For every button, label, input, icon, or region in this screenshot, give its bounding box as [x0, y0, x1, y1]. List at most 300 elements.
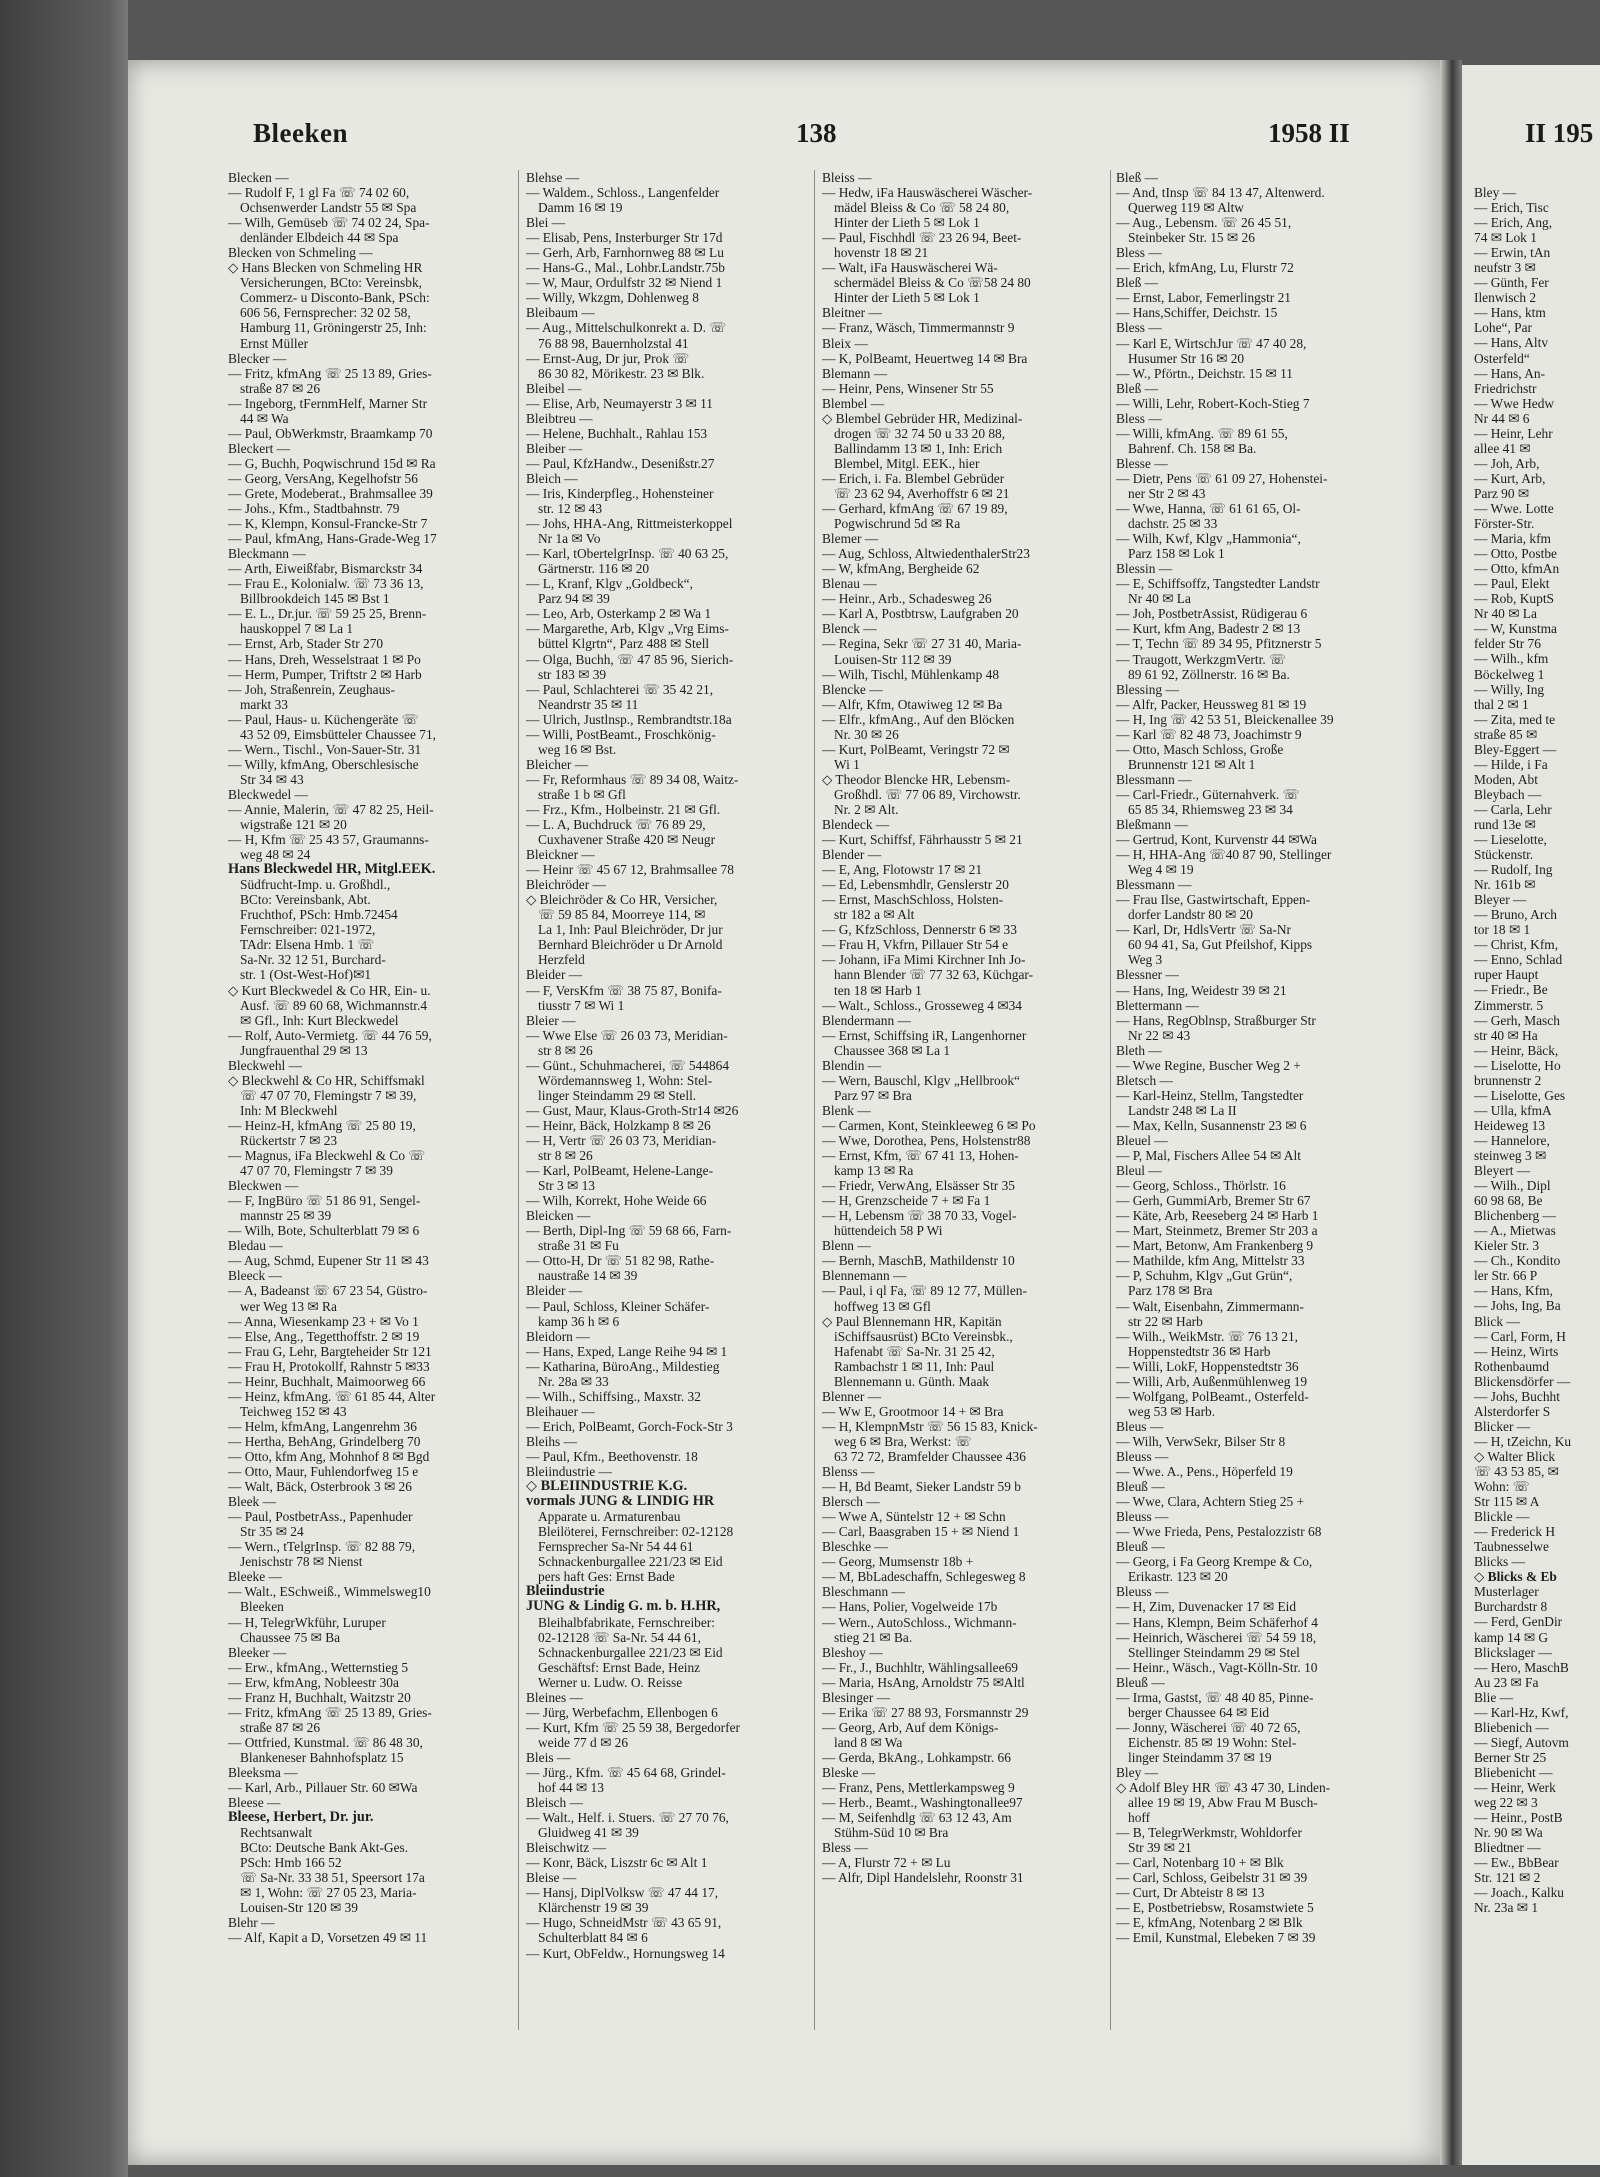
directory-entry-line: Bleth — [1116, 1042, 1162, 1058]
directory-entry-line: berger Chaussee 64 ✉ Eid [1128, 1704, 1270, 1720]
directory-entry-line: — Otto-H, Dr ☏ 51 82 98, Rathe- [526, 1253, 715, 1269]
directory-entry-line: naustraße 14 ✉ 39 [538, 1268, 638, 1284]
directory-entry-line: — Walt, Eisenbahn, Zimmermann- [1116, 1298, 1304, 1314]
directory-entry-line: — Wwe A, Süntelstr 12 + ✉ Schn [822, 1509, 1006, 1525]
directory-entry-line: — Walt., Schloss., Grosseweg 4 ✉34 [822, 997, 1022, 1013]
directory-entry-line: Bleisch — [526, 1795, 583, 1811]
directory-entry-line: — Wwe. A., Pens., Höperfeld 19 [1116, 1464, 1293, 1480]
directory-entry-line: Parz 178 ✉ Bra [1128, 1283, 1213, 1299]
scan-border-left [0, 0, 128, 2177]
directory-entry-line: — Willi, LokF, Hoppenstedtstr 36 [1116, 1358, 1299, 1374]
directory-entry-line: Hafenabt ☏ Sa-Nr. 31 25 42, [834, 1343, 995, 1359]
directory-entry-line: Bleines — [526, 1689, 583, 1705]
directory-entry-line: — Carl, Schloss, Geibelstr 31 ✉ 39 [1116, 1870, 1308, 1886]
directory-entry-line: Geschäftsf: Ernst Bade, Heinz [538, 1659, 701, 1675]
directory-entry-line: Ochsenwerder Landstr 55 ✉ Spa [240, 200, 417, 216]
directory-entry-line: — Wwe Frieda, Pens, Pestalozzistr 68 [1116, 1524, 1322, 1540]
directory-entry-line: — Walt, Bäck, Osterbrook 3 ✉ 26 [228, 1479, 412, 1495]
directory-entry-line: markt 33 [240, 696, 288, 712]
facing-entry-line: — Erich, Ang, [1474, 215, 1553, 231]
directory-entry-line: ◇ Adolf Bley HR ☏ 43 47 30, Linden- [1116, 1780, 1331, 1796]
facing-entry-line: — Günth, Fer [1474, 275, 1549, 291]
directory-entry-line: Bleischwitz — [526, 1840, 606, 1856]
directory-entry-line: — Karl, tObertelgrInsp. ☏ 40 63 25, [526, 546, 729, 562]
directory-entry-line: — Magnus, iFa Bleckwehl & Co ☏ [228, 1148, 426, 1164]
directory-entry-line: — Frz., Kfm., Holbeinstr. 21 ✉ Gfl. [526, 801, 721, 817]
directory-entry-line: — Fritz, kfmAng ☏ 25 13 89, Gries- [228, 365, 432, 381]
facing-entry-line: — Carl, Form, H [1474, 1328, 1566, 1344]
directory-entry-line: — Mart, Betonw, Am Frankenberg 9 [1116, 1238, 1314, 1254]
directory-entry-line: — Kurt, PolBeamt, Veringstr 72 ✉ [822, 741, 1010, 757]
facing-entry-line: Berner Str 25 [1474, 1749, 1547, 1765]
facing-entry-line: — Paul, Elekt [1474, 576, 1550, 592]
directory-entry-line: Bleihs — [526, 1433, 577, 1449]
directory-entry-line: Parz 94 ✉ 39 [538, 591, 610, 607]
directory-entry-line: kamp 13 ✉ Ra [834, 1163, 914, 1179]
directory-entry-line: pers haft Ges: Ernst Bade [538, 1569, 675, 1585]
directory-entry-line: Blenau — [822, 576, 877, 592]
directory-entry-line: — H, Ing ☏ 42 53 51, Bleickenallee 39 [1116, 711, 1334, 727]
directory-entry-line: Eichenstr. 85 ✉ 19 Wohn: Stel- [1128, 1734, 1297, 1750]
book-gutter [1440, 60, 1462, 2165]
facing-entry-line: steinweg 3 ✉ [1474, 1148, 1547, 1163]
directory-entry-line: Jungfrauenthal 29 ✉ 13 [240, 1042, 368, 1058]
directory-entry-line: — Willy, Wkzgm, Dohlenweg 8 [526, 290, 699, 306]
directory-entry-line: Pogwischrund 5d ✉ Ra [834, 516, 961, 532]
directory-entry-line: Str 3 ✉ 13 [538, 1178, 595, 1194]
directory-entry-line: 02-12128 ☏ Sa-Nr. 54 44 61, [538, 1629, 701, 1645]
directory-entry-line: — Karl, PolBeamt, Helene-Lange- [526, 1163, 714, 1179]
directory-entry-line: — Hans-G., Mal., Lohbr.Landstr.75b [526, 260, 725, 276]
directory-entry-line: — M, BbLadeschaffn, Schlegesweg 8 [822, 1569, 1026, 1585]
facing-entry-line: — Zita, med te [1474, 711, 1556, 727]
directory-entry-line: Blendermann — [822, 1012, 911, 1028]
directory-entry-line: hann Blender ☏ 77 32 63, Küchgar- [834, 967, 1034, 983]
directory-entry-line: Blesinger — [822, 1689, 891, 1705]
directory-entry-line: 65 85 34, Rhiemsweg 23 ✉ 34 [1128, 801, 1293, 817]
directory-entry-line: — Heinr, Pens, Winsener Str 55 [822, 380, 994, 396]
directory-entry-line: — Wwe, Dorothea, Pens, Holstenstr88 [822, 1133, 1031, 1148]
directory-entry-line: — Erw., kfmAng., Wetternstieg 5 [228, 1659, 409, 1675]
directory-entry-line: Bleschke — [822, 1539, 888, 1555]
directory-entry-line: — Regina, Sekr ☏ 27 31 40, Maria- [822, 636, 1022, 652]
facing-entry-line: — Ch., Kondito [1474, 1253, 1561, 1269]
directory-entry-line: Bleeken [240, 1599, 284, 1615]
directory-entry-line: Bleese, Herbert, Dr. jur. [228, 1810, 374, 1826]
facing-entry-line: ruper Haupt [1474, 967, 1539, 983]
directory-entry-line: — Paul, kfmAng, Hans-Grade-Weg 17 [228, 531, 437, 547]
directory-entry-line: Blemer — [822, 531, 879, 547]
directory-entry-line: — Heinrich, Wäscherei ☏ 54 59 18, [1116, 1629, 1317, 1645]
directory-entry-line: — Ottfried, Kunstmal. ☏ 86 48 30, [228, 1734, 423, 1750]
facing-entry-line: — Willy, Ing [1474, 681, 1545, 697]
directory-entry-line: Blecker — [228, 350, 287, 366]
directory-entry-line: — Leo, Arb, Osterkamp 2 ✉ Wa 1 [526, 606, 712, 622]
facing-entry-line: — Carla, Lehr [1474, 801, 1552, 817]
directory-entry-line: Bleider — [526, 967, 583, 983]
directory-entry-line: — Günt., Schuhmacherei, ☏ 544864 [526, 1057, 730, 1073]
directory-entry-line: — Paul, Schlachterei ☏ 35 42 21, [526, 681, 714, 697]
directory-entry-line: Blecken — [228, 170, 289, 185]
directory-entry-line: — Gertrud, Kont, Kurvenstr 44 ✉Wa [1116, 832, 1317, 848]
directory-entry-line: Wi 1 [834, 756, 860, 772]
directory-entry-line: — Berth, Dipl-Ing ☏ 59 68 66, Farn- [526, 1223, 732, 1239]
directory-entry-line: Bleilöterei, Fernschreiber: 02-12128 [538, 1524, 734, 1540]
directory-entry-line: — Ulrich, Justlnsp., Rembrandtstr.18a [526, 711, 732, 727]
directory-entry-line: — Wern., Tischl., Von-Sauer-Str. 31 [228, 741, 422, 757]
directory-entry-line: Bledau — [228, 1238, 283, 1254]
directory-entry-line: Husumer Str 16 ✉ 20 [1128, 350, 1245, 366]
directory-entry-line: Brunnenstr 121 ✉ Alt 1 [1128, 756, 1256, 772]
directory-entry-line: — Hans,Schiffer, Deichstr. 15 [1116, 305, 1278, 321]
directory-entry-line: — W, Maur, Ordulfstr 32 ✉ Niend 1 [526, 275, 723, 291]
directory-entry-line: — Ww E, Grootmoor 14 + ✉ Bra [822, 1403, 1004, 1419]
facing-entry-line: — Liselotte, Ges [1474, 1087, 1566, 1103]
facing-page [1462, 65, 1600, 2165]
directory-entry-line: — Willy, kfmAng, Oberschlesische [228, 756, 419, 772]
facing-entry-line: — Gerh, Masch [1474, 1012, 1560, 1028]
directory-entry-line: Schulterblatt 84 ✉ 6 [538, 1930, 648, 1946]
facing-entry-line: Wohn: ☏ [1474, 1479, 1530, 1495]
directory-entry-line: BCto: Vereinsbank, Abt. [240, 892, 371, 908]
directory-entry-line: — Joh, PostbetrAssist, Rüdigerau 6 [1116, 606, 1308, 622]
directory-entry-line: Bless — [822, 1840, 868, 1856]
directory-entry-line: Bleeksma — [228, 1764, 298, 1780]
directory-entry-line: Bleeker — [228, 1644, 287, 1660]
directory-entry-line: TAdr: Elsena Hmb. 1 ☏ [240, 937, 375, 953]
directory-entry-line: weg 6 ✉ Bra, Werkst: ☏ [834, 1433, 972, 1449]
directory-entry-line: — Iris, Kinderpfleg., Hohensteiner [526, 485, 714, 501]
directory-entry-line: — Heinr., Wäsch., Vagt-Kölln-Str. 10 [1116, 1659, 1318, 1675]
facing-entry-line: tor 18 ✉ 1 [1474, 922, 1531, 938]
directory-entry-line: Blersch — [822, 1494, 880, 1510]
directory-entry-line: — Hans, Polier, Vogelweide 17b [822, 1599, 998, 1615]
facing-entry-line: Blicker — [1474, 1418, 1531, 1434]
facing-entry-line: — Wilh., Dipl [1474, 1178, 1551, 1194]
directory-entry-line: — Aug, Schmd, Eupener Str 11 ✉ 43 [228, 1253, 429, 1269]
facing-entry-line: Str. 121 ✉ 2 [1474, 1870, 1541, 1886]
directory-entry-line: — H, TelegrWkführ, Luruper [228, 1614, 386, 1630]
directory-entry-line: — Wilh, Gemüseb ☏ 74 02 24, Spa- [228, 215, 430, 231]
directory-entry-line: Blenck — [822, 621, 877, 637]
directory-entry-line: Parz 158 ✉ Lok 1 [1128, 546, 1225, 562]
facing-entry-line: Nr 40 ✉ La [1474, 606, 1537, 622]
directory-entry-line: — Herb., Beamt., Washingtonallee97 [822, 1795, 1023, 1811]
directory-entry-line: — Paul, Fischhdl ☏ 23 26 94, Beet- [822, 230, 1022, 246]
directory-entry-line: Nr. 28a ✉ 33 [538, 1373, 609, 1389]
directory-entry-line: Blessmann — [1116, 877, 1192, 893]
directory-entry-line: — Gerhard, kfmAng ☏ 67 19 89, [822, 501, 1008, 517]
directory-entry-line: linger Steindamm 37 ✉ 19 [1128, 1749, 1272, 1765]
directory-entry-line: Bleßmann — [1116, 817, 1188, 833]
directory-entry-line: Stühm-Süd 10 ✉ Bra [834, 1825, 949, 1841]
directory-entry-line: — F, VersKfm ☏ 38 75 87, Bonifa- [526, 982, 722, 998]
directory-entry-line: hovenstr 18 ✉ 21 [834, 245, 929, 261]
directory-entry-line: wigstraße 121 ✉ 20 [240, 817, 347, 833]
directory-entry-line: vormals JUNG & LINDIG HR [526, 1494, 715, 1510]
facing-entry-line: — H, tZeichn, Ku [1474, 1433, 1572, 1449]
directory-entry-line: — Ernst, Arb, Stader Str 270 [228, 636, 384, 652]
directory-entry-line: Apparate u. Armaturenbau [538, 1509, 681, 1525]
directory-entry-line: — P, Mal, Fischers Allee 54 ✉ Alt [1116, 1148, 1301, 1164]
facing-entry-line: — Wilh., kfm [1474, 651, 1549, 667]
directory-entry-line: Bahrenf. Ch. 158 ✉ Ba. [1128, 440, 1257, 456]
directory-entry-line: — E, Ang, Flotowstr 17 ✉ 21 [822, 862, 983, 878]
facing-entry-line: — W, Kunstma [1474, 621, 1557, 637]
directory-entry-line: — Joh, Straßenrein, Zeughaus- [228, 681, 395, 697]
directory-entry-line: Jenischstr 78 ✉ Nienst [240, 1554, 363, 1570]
facing-entry-line: — Siegf, Autovm [1474, 1734, 1569, 1750]
directory-entry-line: Bleidorn — [526, 1328, 590, 1344]
directory-entry-line: straße 1 b ✉ Gfl [538, 786, 626, 802]
directory-entry-line: Bless — [1116, 410, 1162, 426]
directory-entry-line: ner Str 2 ✉ 43 [1128, 485, 1206, 501]
facing-entry-line: — Rudolf, Ing [1474, 862, 1553, 878]
directory-entry-line: — Kurt, Schiffsf, Fährhausstr 5 ✉ 21 [822, 832, 1023, 848]
directory-entry-line: Weg 3 [1128, 952, 1163, 968]
directory-entry-line: — Heinr., Arb., Schadesweg 26 [822, 591, 992, 607]
directory-entry-line: — H, Lebensm ☏ 38 70 33, Vogel- [822, 1208, 1017, 1224]
directory-entry-line: — L. A, Buchdruck ☏ 76 89 29, [526, 817, 706, 833]
directory-entry-line: Schnackenburgallee 221/23 ✉ Eid [538, 1554, 723, 1570]
facing-entry-line: ◇ Blicks & Eb [1474, 1569, 1557, 1585]
directory-entry-line: Fruchthof, PSch: Hmb.72454 [240, 907, 398, 923]
directory-entry-line: — Johann, iFa Mimi Kirchner Inh Jo- [822, 952, 1026, 968]
facing-entry-line: 74 ✉ Lok 1 [1474, 230, 1537, 246]
facing-entry-line: Blickle — [1474, 1509, 1530, 1525]
facing-entry-line: — Wwe Hedw [1474, 395, 1555, 411]
facing-entry-line: — Ew., BbBear [1474, 1855, 1559, 1871]
directory-entry-line: Bletsch — [1116, 1072, 1173, 1088]
directory-entry-line: — Konr, Bäck, Liszstr 6c ✉ Alt 1 [526, 1855, 708, 1871]
directory-entry-line: — Arth, Eiweißfabr, Bismarckstr 34 [228, 561, 423, 577]
directory-entry-line: ☏ 47 07 70, Flemingstr 7 ✉ 39, [240, 1087, 417, 1103]
facing-entry-line: — Hans, Kfm, [1474, 1283, 1553, 1299]
directory-entry-line: Inh: M Bleckwehl [240, 1102, 338, 1118]
directory-entry-line: Landstr 248 ✉ La II [1128, 1102, 1237, 1118]
directory-entry-line: Blei — [526, 215, 566, 231]
directory-entry-line: — Ernst, Kfm, ☏ 67 41 13, Hohen- [822, 1148, 1019, 1164]
directory-entry-line: — M, Seifenhdlg ☏ 63 12 43, Am [822, 1810, 1012, 1826]
directory-entry-line: — Wwe Regine, Buscher Weg 2 + [1116, 1057, 1301, 1073]
directory-entry-line: — Frau E., Kolonialw. ☏ 73 36 13, [228, 576, 424, 592]
directory-entry-line: Bleeke — [228, 1569, 282, 1585]
directory-entry-line: 44 ✉ Wa [240, 410, 289, 426]
directory-entry-line: Bleiber — [526, 440, 583, 456]
directory-entry-line: — Alfr, Kfm, Otawiweg 12 ✉ Ba [822, 696, 1003, 712]
directory-entry-line: — Else, Ang., Tegetthoffstr. 2 ✉ 19 [228, 1328, 420, 1344]
directory-entry-line: Blehse — [526, 170, 580, 185]
directory-entry-line: ◇ Bleckwehl & Co HR, Schiffsmakl [228, 1072, 425, 1088]
directory-entry-line: Bleuss — [1116, 1448, 1169, 1464]
directory-entry-line: — Curt, Dr Abteistr 8 ✉ 13 [1116, 1885, 1265, 1901]
directory-entry-line: str. 1 (Ost-West-Hof)✉1 [240, 967, 372, 983]
directory-entry-line: — Emil, Kunstmal, Elebeken 7 ✉ 39 [1116, 1930, 1316, 1946]
directory-entry-line: — A, Flurstr 72 + ✉ Lu [822, 1855, 951, 1871]
directory-entry-line: — Paul, KfzHandw., Desenißstr.27 [526, 455, 715, 471]
directory-entry-line: — Gerh, Arb, Farnhornweg 88 ✉ Lu [526, 245, 724, 261]
directory-entry-line: — Paul, PostbetrAss., Papenhuder [228, 1509, 413, 1525]
directory-entry-line: — H, Kfm ☏ 25 43 57, Graumanns- [228, 832, 429, 848]
facing-entry-line: — Hans, An- [1474, 365, 1546, 381]
directory-entry-line: Ausf. ☏ 89 60 68, Wichmannstr.4 [240, 997, 428, 1013]
directory-entry-line: dachstr. 25 ✉ 33 [1128, 516, 1218, 532]
directory-entry-line: büttel Klgrtn“, Parz 488 ✉ Stell [538, 636, 710, 652]
directory-entry-line: PSch: Hmb 166 52 [240, 1855, 342, 1871]
directory-entry-line: Blenss — [822, 1464, 875, 1480]
facing-entry-line: ☏ 43 53 85, ✉ [1474, 1463, 1559, 1479]
directory-entry-line: — Gust, Maur, Klaus-Groth-Str14 ✉26 [526, 1102, 739, 1118]
directory-entry-line: — Anna, Wiesenkamp 23 + ✉ Vo 1 [228, 1313, 419, 1329]
directory-entry-line: — Hans, Exped, Lange Reihe 94 ✉ 1 [526, 1343, 728, 1359]
directory-entry-line: Bleuß — [1116, 1674, 1165, 1690]
directory-entry-line: ☏ 59 85 84, Moorreye 114, ✉ [538, 907, 706, 923]
directory-entry-line: ◇ Theodor Blencke HR, Lebensm- [822, 771, 1011, 787]
directory-entry-line: Blecken von Schmeling — [228, 245, 373, 261]
directory-entry-line: Steinbeker Str. 15 ✉ 26 [1128, 230, 1255, 246]
directory-entry-line: Bleß — [1116, 170, 1159, 185]
directory-entry-line: Bleicken — [526, 1208, 591, 1224]
directory-entry-line: — Friedr, VerwAng, Elsässer Str 35 [822, 1178, 1015, 1194]
directory-entry-line: — Max, Kelln, Susannenstr 23 ✉ 6 [1116, 1117, 1307, 1133]
directory-entry-line: — Wilh., WeikMstr. ☏ 76 13 21, [1116, 1328, 1299, 1344]
directory-entry-line: Blenk — [822, 1102, 871, 1118]
directory-entry-line: — Willi, PostBeamt., Froschkönig- [526, 726, 716, 742]
directory-entry-line: — Wilh, VerwSekr, Bilser Str 8 [1116, 1433, 1286, 1449]
directory-entry-line: Chaussee 368 ✉ La 1 [834, 1042, 951, 1058]
directory-entry-line: Str 35 ✉ 24 [240, 1524, 304, 1540]
directory-entry-line: Hans Bleckwedel HR, Mitgl.EEK. [228, 862, 436, 878]
facing-entry-line: Nr 44 ✉ 6 [1474, 410, 1530, 426]
directory-entry-line: 47 07 70, Flemingstr 7 ✉ 39 [240, 1163, 393, 1179]
directory-column-2 [526, 170, 804, 2030]
directory-entry-line: — Aug., Mittelschulkonrekt a. D. ☏ [526, 320, 727, 336]
directory-entry-line: Bleckwehl — [228, 1057, 303, 1073]
directory-entry-line: 60 94 41, Sa, Gut Pfeilshof, Kipps [1128, 937, 1313, 953]
directory-entry-line: — Jürg., Kfm. ☏ 45 64 68, Grindel- [526, 1764, 726, 1780]
directory-entry-line: ◇ Bleichröder & Co HR, Versicher, [526, 892, 718, 908]
directory-entry-line: str. 12 ✉ 43 [538, 501, 603, 517]
facing-entry-line: — Frederick H [1474, 1524, 1556, 1540]
directory-entry-line: ☏ 23 62 94, Averhoffstr 6 ✉ 21 [834, 485, 1010, 501]
directory-entry-line: Bleiindustrie — [526, 1464, 612, 1480]
directory-entry-line: — Hans, RegOblnsp, Straßburger Str [1116, 1012, 1316, 1028]
directory-entry-line: Gluidweg 41 ✉ 39 [538, 1825, 639, 1841]
directory-entry-line: — Maria, HsAng, Arnoldstr 75 ✉Altl [822, 1674, 1025, 1690]
directory-entry-line: ✉ 1, Wohn: ☏ 27 05 23, Maria- [240, 1885, 417, 1901]
directory-entry-line: — Georg, i Fa Georg Krempe & Co, [1116, 1554, 1313, 1570]
directory-entry-line: — Elfr., kfmAng., Auf den Blöcken [822, 711, 1015, 727]
directory-entry-line: — Bernh, MaschB, Mathildenstr 10 [822, 1253, 1015, 1269]
directory-entry-line: — Erich, i. Fa. Blembel Gebrüder [822, 470, 1005, 486]
facing-entry-line: brunnenstr 2 [1474, 1072, 1542, 1088]
directory-entry-line: — Frau Ilse, Gastwirtschaft, Eppen- [1116, 892, 1311, 908]
directory-entry-line: weg 53 ✉ Harb. [1128, 1403, 1216, 1419]
directory-entry-line: Blesse — [1116, 455, 1168, 471]
facing-entry-line: ◇ Walter Blick [1474, 1448, 1556, 1464]
directory-entry-line: — Erich, kfmAng, Lu, Flurstr 72 [1116, 260, 1294, 276]
facing-entry-line: thal 2 ✉ 1 [1474, 696, 1529, 712]
directory-entry-line: hoff [1128, 1810, 1151, 1826]
directory-entry-line: 89 61 92, Zöllnerstr. 16 ✉ Ba. [1128, 666, 1290, 682]
directory-entry-line: — Frau H, Protokollf, Rahnstr 5 ✉33 [228, 1358, 430, 1374]
directory-entry-line: — Hugo, SchneidMstr ☏ 43 65 91, [526, 1915, 722, 1931]
directory-entry-line: hof 44 ✉ 13 [538, 1780, 604, 1796]
directory-entry-line: — Dietr, Pens ☏ 61 09 27, Hohenstei- [1116, 470, 1328, 486]
directory-entry-line: Bleul — [1116, 1163, 1162, 1179]
directory-entry-line: Blenner — [822, 1388, 882, 1404]
directory-entry-line: — And, tInsp ☏ 84 13 47, Altenwerd. [1116, 185, 1325, 201]
directory-entry-line: Blendeck — [822, 817, 890, 833]
directory-entry-line: — W., Pförtn., Deichstr. 15 ✉ 11 [1116, 365, 1293, 381]
directory-entry-line: — Hans, Dreh, Wesselstraat 1 ✉ Po [228, 651, 421, 667]
directory-entry-line: str 22 ✉ Harb [1128, 1313, 1203, 1329]
facing-entry-line: — Johs, Buchht [1474, 1388, 1560, 1404]
facing-entry-line: Ilenwisch 2 [1474, 290, 1537, 306]
facing-entry-line: — Ferd, GenDir [1474, 1614, 1563, 1630]
facing-entry-line: Bleybach — [1474, 786, 1542, 802]
directory-entry-line: Bleckmann — [228, 546, 306, 562]
directory-entry-line: Louisen-Str 112 ✉ 39 [834, 651, 952, 667]
facing-entry-line: Zimmerstr. 5 [1474, 997, 1544, 1013]
directory-entry-line: Weg 4 ✉ 19 [1128, 862, 1194, 878]
directory-entry-line: Bless — [1116, 320, 1162, 336]
facing-entry-line: — Otto, Postbe [1474, 546, 1557, 562]
directory-entry-line: — Margarethe, Arb, Klgv „Vrg Eims- [526, 621, 729, 637]
directory-entry-line: Teichweg 152 ✉ 43 [240, 1403, 347, 1419]
directory-entry-line: — Walt, iFa Hauswäscherei Wä- [822, 260, 998, 276]
directory-entry-line: Blettermann — [1116, 997, 1199, 1013]
directory-entry-line: — E, kfmAng, Notenbarg 2 ✉ Blk [1116, 1915, 1303, 1931]
directory-entry-line: — E. L., Dr.jur. ☏ 59 25 25, Brenn- [228, 606, 427, 622]
directory-entry-line: Nr. 2 ✉ Alt. [834, 801, 899, 817]
directory-entry-line: — Karl ☏ 82 48 73, Joachimstr 9 [1116, 726, 1302, 742]
facing-entry-line: Blick — [1474, 1313, 1520, 1329]
column-divider [1110, 170, 1111, 2030]
directory-entry-line: Bleus — [1116, 1418, 1164, 1434]
directory-entry-line: str 8 ✉ 26 [538, 1042, 593, 1058]
directory-entry-line: straße 87 ✉ 26 [240, 380, 321, 396]
directory-entry-line: — T, Techn ☏ 89 34 95, Pfitznerstr 5 [1116, 636, 1322, 652]
directory-entry-line: — Otto, Maur, Fuhlendorfweg 15 e [228, 1464, 419, 1480]
directory-entry-line: Bleibtreu — [526, 410, 593, 426]
directory-entry-line: — Ernst, Labor, Femerlingstr 21 [1116, 290, 1291, 306]
directory-entry-line: — Willi, kfmAng. ☏ 89 61 55, [1116, 425, 1288, 441]
directory-entry-line: — Annie, Malerin, ☏ 47 82 25, Heil- [228, 801, 434, 817]
directory-entry-line: Ballindamm 13 ✉ 1, Inh: Erich [834, 440, 1003, 456]
facing-page-column [1474, 185, 1600, 1915]
column-divider [814, 170, 815, 2030]
directory-entry-line: — L, Kranf, Klgv „Goldbeck“, [526, 576, 693, 592]
directory-entry-line: dorfer Landstr 80 ✉ 20 [1128, 907, 1254, 923]
directory-entry-line: — W, kfmAng, Bergheide 62 [822, 561, 980, 577]
directory-entry-line: — Gerda, BkAng., Lohkampstr. 66 [822, 1749, 1011, 1765]
directory-entry-line: Rechtsanwalt [240, 1825, 313, 1841]
directory-entry-line: — Wern, Bauschl, Klgv „Hellbrook“ [822, 1072, 1021, 1088]
directory-entry-line: Bleek — [228, 1494, 276, 1510]
facing-entry-line: Bliebenicht — [1474, 1764, 1553, 1780]
directory-entry-line: Louisen-Str 120 ✉ 39 [240, 1900, 358, 1916]
directory-entry-line: — Aug., Lebensm. ☏ 26 45 51, [1116, 215, 1292, 231]
directory-entry-line: — Wilh, Korrekt, Hohe Weide 66 [526, 1193, 707, 1209]
directory-entry-line: — Alfr, Dipl Handelslehr, Roonstr 31 [822, 1870, 1024, 1886]
directory-entry-line: — Kurt, kfm Ang, Badestr 2 ✉ 13 [1116, 621, 1301, 637]
directory-entry-line: — E, Schiffsoffz, Tangstedter Landstr [1116, 576, 1320, 592]
directory-entry-line: — Ernst, Schiffsing iR, Langenhorner [822, 1027, 1027, 1043]
directory-entry-line: — Mart, Steinmetz, Bremer Str 203 a [1116, 1223, 1318, 1239]
facing-entry-line: Blicks — [1474, 1554, 1525, 1570]
facing-entry-line: — Hans, ktm [1474, 305, 1546, 321]
